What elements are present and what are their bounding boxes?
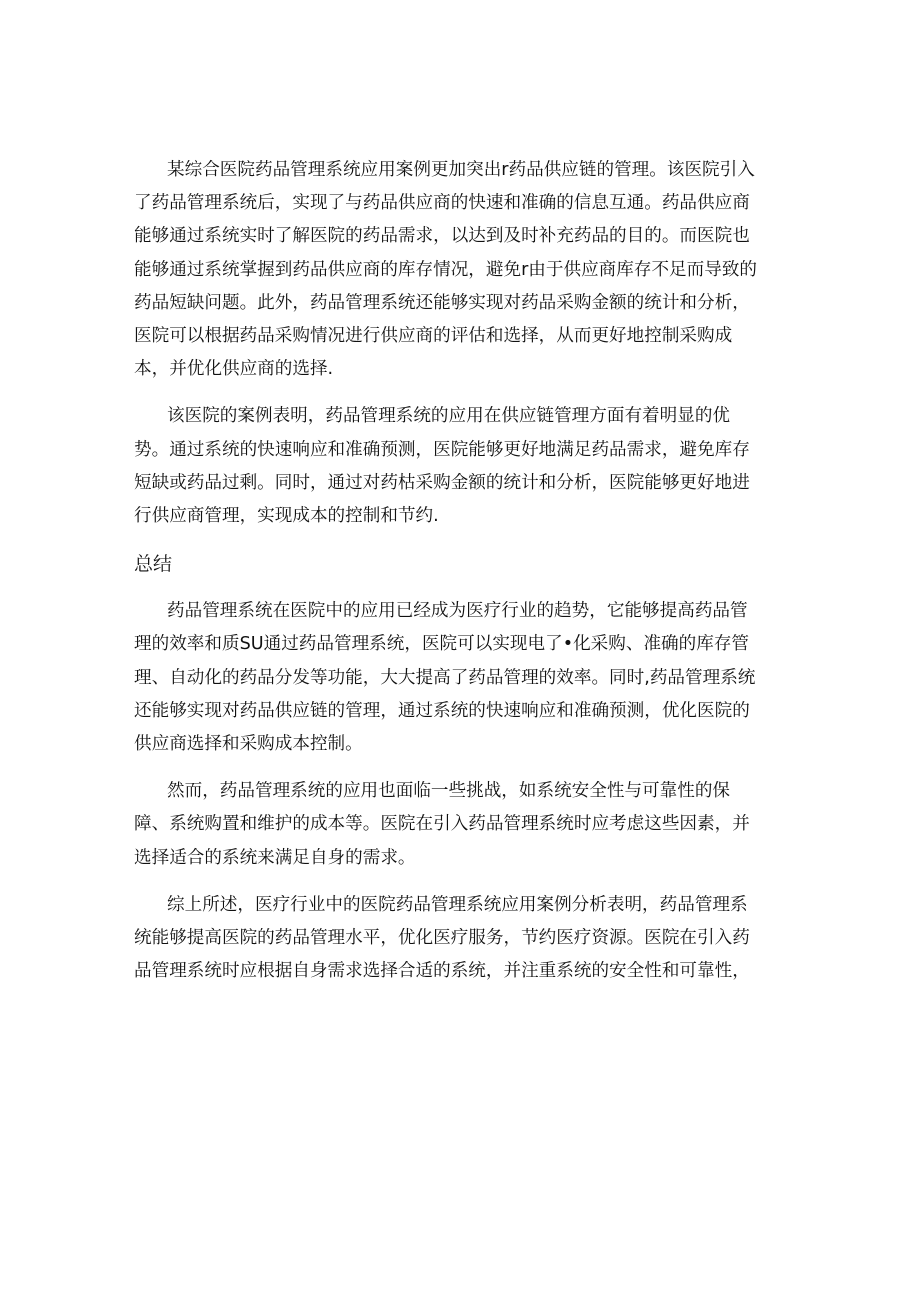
paragraph-line: 药品管理系统在医院中的应用已经成为医疗行业的趋势，它能够提高药品管 [167, 601, 748, 622]
paragraph-line: 然而，药品管理系统的应用也面临一些挑战，如系统安全性与可靠性的保 [167, 781, 731, 802]
paragraph-spacer [134, 386, 792, 400]
paragraph-spacer [134, 875, 792, 889]
paragraph-line: 短缺或药品过剩。同时，通过对药枯采购金额的统计和分析，医院能够更好地进 [134, 472, 750, 493]
paragraph-line: 障、系统购置和维护的成本等。医院在引入药品管理系统时应考虑这些因素，并 [134, 814, 750, 835]
paragraph-line: 该医院的案例表明，药品管理系统的应用在供应链管理方面有着明显的优 [167, 406, 731, 427]
paragraph-spacer [134, 581, 792, 595]
paragraph-line: 理的效率和质SU通过药品管理系统，医院可以实现电了•化采购、准确的库存管 [134, 634, 750, 655]
paragraph-case-supply-chain [134, 154, 792, 386]
paragraph-line: 能够通过系统实时了解医院的药品需求，以达到及时补充药品的目的。而医院也 [134, 226, 750, 247]
paragraph-line: 药品短缺问题。此外，药品管理系统还能够实现对药品采购金额的统计和分析， [134, 292, 750, 313]
paragraph-line: 统能够提高医院的药品管理水平，优化医疗服务，节约医疗资源。医院在引入药 [134, 928, 750, 949]
paragraph-line: 能够通过系统掌握到药品供应商的库存情况，避免r由于供应商库存不足而导致的 [134, 259, 758, 280]
paragraph-spacer [134, 533, 792, 547]
paragraph-line: 医院可以根据药品采购情况进行供应商的评估和选择，从而更好地控制采购成 [134, 326, 733, 347]
paragraph-line: 还能够实现对药品供应链的管理，通过系统的快速响应和准确预测，优化医院的 [134, 700, 750, 721]
paragraph-line: 行供应商管理，实现成本的控制和节约. [134, 506, 439, 527]
paragraph-summary-final [134, 889, 792, 989]
paragraph-line: 势。通过系统的快速响应和准确预测，医院能够更好地满足药品需求，避免库存 [134, 439, 750, 460]
document-body [134, 154, 792, 988]
paragraph-line: 综上所述，医疗行业中的医院药品管理系统应用案例分析表明，药品管理系 [167, 894, 748, 915]
paragraph-line: 理、自动化的药品分发等功能，大大提高了药品管理的效率。同时,药品管理系统 [134, 667, 756, 688]
paragraph-line: 本，并优化供应商的选择. [134, 359, 334, 380]
paragraph-line: 某综合医院药品管理系统应用案例更加突出r药品供应链的管理。该医院引入 [167, 160, 755, 180]
paragraph-line: 选择适合的系统来满足自身的需求。 [134, 847, 416, 868]
paragraph-spacer [134, 761, 792, 775]
paragraph-case-conclusion [134, 400, 792, 533]
paragraph-line: 品管理系统时应根据自身需求选择合适的系统，并注重系统的安全性和可靠性， [134, 961, 750, 982]
paragraph-line: 了药品管理系统后，实现了与药品供应商的快速和准确的信息互通。药品供应商 [134, 193, 750, 214]
paragraph-summary-trend [134, 595, 792, 761]
paragraph-summary-challenges [134, 775, 792, 875]
paragraph-line: 供应商选择和采购成本控制。 [134, 734, 363, 755]
section-heading-summary: 总结 [134, 553, 173, 576]
